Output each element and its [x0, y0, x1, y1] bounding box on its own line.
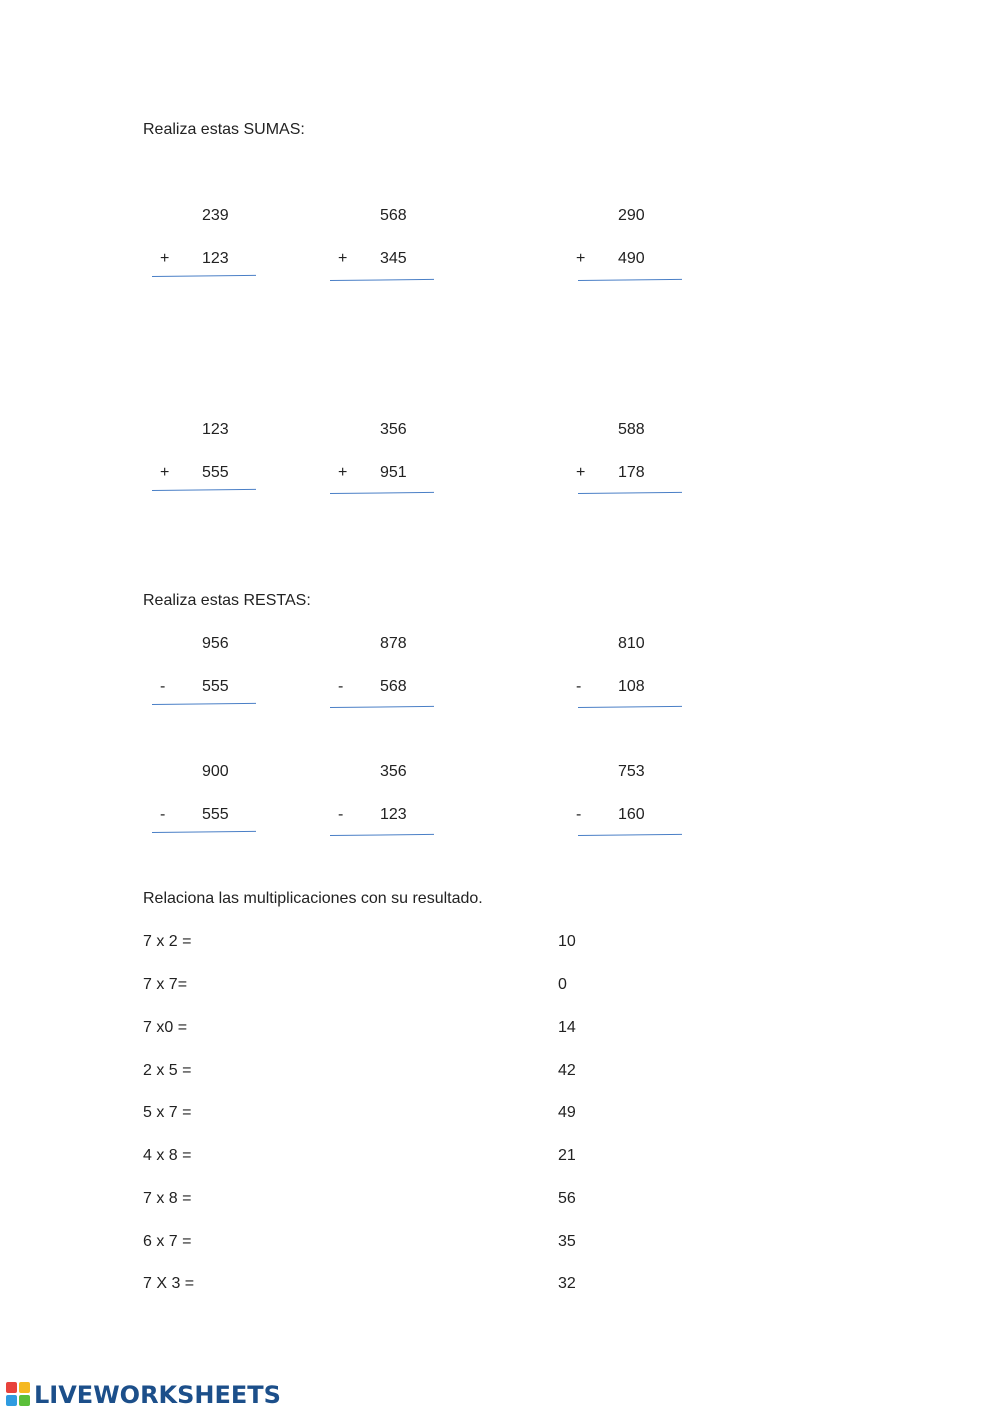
resta-1-sign: -: [160, 678, 166, 695]
suma-5-sign: +: [338, 464, 348, 481]
resta-6-top-number: 753: [618, 763, 645, 780]
liveworksheets-logo[interactable]: [6, 1380, 281, 1410]
resta-4-answer-line[interactable]: [152, 831, 256, 833]
suma-1-sign: +: [160, 250, 170, 267]
resta-2-sign: -: [338, 678, 344, 695]
resta-problem-6: [568, 762, 698, 842]
suma-2-bottom-number: 345: [380, 250, 407, 267]
resta-1-top-number: 956: [202, 635, 229, 652]
multiplication-result[interactable]: 0: [558, 976, 567, 993]
resta-problem-1: [152, 634, 282, 714]
liveworksheets-logo-icon: [6, 1382, 32, 1408]
multiplication-expression[interactable]: 2 x 5 =: [143, 1062, 192, 1079]
suma-4-sign: +: [160, 464, 170, 481]
resta-problem-3: [568, 634, 698, 714]
multiplication-expression[interactable]: 7 x0 =: [143, 1019, 188, 1036]
resta-2-answer-line[interactable]: [330, 706, 434, 708]
suma-3-sign: +: [576, 250, 586, 267]
suma-problem-6: [568, 420, 698, 500]
resta-2-bottom-number: 568: [380, 678, 407, 695]
multiplication-result[interactable]: 21: [558, 1147, 576, 1164]
suma-problem-2: [330, 206, 460, 286]
suma-problem-5: [330, 420, 460, 500]
resta-5-top-number: 356: [380, 763, 407, 780]
sumas-title: Realiza estas SUMAS:: [143, 121, 305, 138]
suma-3-answer-line[interactable]: [578, 279, 682, 281]
resta-3-bottom-number: 108: [618, 678, 645, 695]
suma-1-answer-line[interactable]: [152, 275, 256, 277]
multiplication-result[interactable]: 35: [558, 1233, 576, 1250]
suma-5-top-number: 356: [380, 421, 407, 438]
resta-problem-2: [330, 634, 460, 714]
suma-problem-3: [568, 206, 698, 286]
multiplication-expression[interactable]: 7 x 7=: [143, 976, 188, 993]
logo-text: LIVEWORKSHEETS: [34, 1381, 281, 1409]
suma-4-bottom-number: 555: [202, 464, 229, 481]
multiplication-expression[interactable]: 5 x 7 =: [143, 1104, 192, 1121]
multiplication-result[interactable]: 42: [558, 1062, 576, 1079]
resta-3-answer-line[interactable]: [578, 706, 682, 708]
suma-6-bottom-number: 178: [618, 464, 645, 481]
multiplication-expression[interactable]: 6 x 7 =: [143, 1233, 192, 1250]
multiplicaciones-title: Relaciona las multiplicaciones con su resultado.: [143, 890, 483, 907]
multiplication-expression[interactable]: 7 X 3 =: [143, 1275, 195, 1292]
suma-1-top-number: 239: [202, 207, 229, 224]
suma-6-sign: +: [576, 464, 586, 481]
suma-3-top-number: 290: [618, 207, 645, 224]
multiplication-result[interactable]: 32: [558, 1275, 576, 1292]
suma-2-answer-line[interactable]: [330, 279, 434, 281]
suma-2-sign: +: [338, 250, 348, 267]
resta-6-sign: -: [576, 806, 582, 823]
resta-problem-4: [152, 762, 282, 842]
suma-5-answer-line[interactable]: [330, 492, 434, 494]
suma-1-bottom-number: 123: [202, 250, 229, 267]
multiplication-result[interactable]: 49: [558, 1104, 576, 1121]
resta-1-bottom-number: 555: [202, 678, 229, 695]
resta-5-bottom-number: 123: [380, 806, 407, 823]
resta-4-top-number: 900: [202, 763, 229, 780]
resta-problem-5: [330, 762, 460, 842]
suma-problem-4: [152, 420, 282, 500]
suma-2-top-number: 568: [380, 207, 407, 224]
resta-6-bottom-number: 160: [618, 806, 645, 823]
resta-1-answer-line[interactable]: [152, 703, 256, 705]
multiplication-expression[interactable]: 4 x 8 =: [143, 1147, 192, 1164]
suma-problem-1: [152, 206, 282, 286]
resta-4-sign: -: [160, 806, 166, 823]
resta-3-sign: -: [576, 678, 582, 695]
resta-3-top-number: 810: [618, 635, 645, 652]
resta-5-answer-line[interactable]: [330, 834, 434, 836]
resta-5-sign: -: [338, 806, 344, 823]
suma-4-answer-line[interactable]: [152, 489, 256, 491]
suma-3-bottom-number: 490: [618, 250, 645, 267]
suma-4-top-number: 123: [202, 421, 229, 438]
multiplication-result[interactable]: 14: [558, 1019, 576, 1036]
resta-6-answer-line[interactable]: [578, 834, 682, 836]
restas-title: Realiza estas RESTAS:: [143, 592, 311, 609]
suma-5-bottom-number: 951: [380, 464, 407, 481]
multiplication-expression[interactable]: 7 x 2 =: [143, 933, 192, 950]
suma-6-top-number: 588: [618, 421, 645, 438]
multiplication-result[interactable]: 10: [558, 933, 576, 950]
resta-4-bottom-number: 555: [202, 806, 229, 823]
multiplication-expression[interactable]: 7 x 8 =: [143, 1190, 192, 1207]
resta-2-top-number: 878: [380, 635, 407, 652]
suma-6-answer-line[interactable]: [578, 492, 682, 494]
multiplication-result[interactable]: 56: [558, 1190, 576, 1207]
